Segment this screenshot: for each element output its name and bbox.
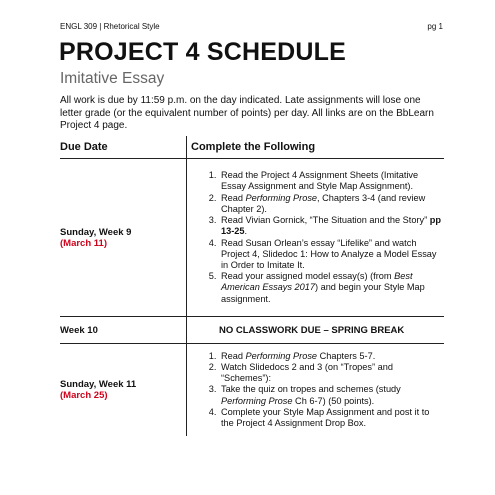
course-label: ENGL 309 | Rhetorical Style bbox=[60, 22, 160, 31]
tasks-cell bbox=[187, 344, 445, 437]
task-text: , Chapters 3-4 (and review Chapter 2). bbox=[221, 192, 426, 214]
task-text: Read bbox=[221, 192, 246, 203]
task-text: Take the quiz on tropes and schemes (study bbox=[221, 384, 401, 395]
task-list bbox=[187, 170, 444, 304]
list-item bbox=[219, 271, 444, 305]
list-item bbox=[219, 407, 444, 429]
date-paren: (March 25) bbox=[60, 390, 108, 401]
col-header-due-date: Due Date bbox=[60, 136, 187, 159]
table-row bbox=[60, 317, 444, 344]
date-cell bbox=[60, 159, 187, 317]
task-text: Read Vivian Gornick, “The Situation and the Story” bbox=[221, 215, 430, 226]
table-header-row bbox=[60, 136, 444, 159]
page-title: PROJECT 4 SCHEDULE bbox=[59, 38, 346, 66]
task-list bbox=[187, 351, 444, 429]
tasks-cell bbox=[187, 159, 445, 317]
page-number: pg 1 bbox=[427, 22, 443, 31]
date-cell bbox=[60, 344, 187, 437]
col-header-complete: Complete the Following bbox=[187, 136, 445, 159]
list-item bbox=[219, 193, 444, 215]
list-item bbox=[219, 215, 444, 237]
schedule-table bbox=[60, 136, 444, 436]
date-label: Sunday, Week 11 bbox=[60, 379, 137, 390]
intro-paragraph: All work is due by 11:59 p.m. on the day indicated. Late assignments will lose one letter grade (or the equivalent number of points) per day. All links are on the BbLearn Project 4 page. bbox=[60, 95, 434, 131]
book-title: Performing Prose bbox=[221, 395, 293, 406]
tasks-cell bbox=[187, 317, 445, 344]
task-text: Chapters 5-7. bbox=[317, 350, 376, 361]
task-text: Read bbox=[221, 350, 246, 361]
date-label: Sunday, Week 9 bbox=[60, 226, 132, 238]
list-item bbox=[219, 170, 444, 192]
list-item bbox=[219, 384, 444, 406]
date-paren: (March 11) bbox=[60, 237, 107, 249]
book-title: Best American Essays 2017 bbox=[221, 271, 413, 293]
table-row bbox=[60, 344, 444, 437]
task-text: ) and begin your Style Map assignment. bbox=[221, 282, 425, 304]
task-text: Watch Slidedocs 2 and 3 (on “Tropes” and “Schemes”): bbox=[221, 361, 393, 384]
task-text: . bbox=[244, 226, 248, 237]
book-title: Performing Prose bbox=[245, 350, 318, 361]
task-text: Read the Project 4 Assignment Sheets (Imitative Essay Assignment and Style Map Assignment). bbox=[221, 170, 419, 192]
date-label: Week 10 bbox=[60, 324, 98, 336]
spring-break-note: NO CLASSWORK DUE – SPRING BREAK bbox=[219, 324, 405, 336]
date-cell bbox=[60, 317, 187, 344]
list-item bbox=[219, 238, 444, 272]
task-text: Read your assigned model essay(s) (from bbox=[221, 271, 395, 282]
task-text: Complete your Style Map Assignment and post it to the Project 4 Assignment Drop Box. bbox=[221, 406, 430, 428]
book-title: Performing Prose bbox=[245, 192, 318, 203]
list-item bbox=[219, 362, 444, 384]
page-subtitle: Imitative Essay bbox=[60, 70, 165, 87]
page-range: pp 13-25 bbox=[221, 215, 441, 237]
task-text: Read Susan Orlean’s essay “Lifelike” and watch Project 4, Slidedoc 1: How to Analyze a Model Essay in Order to Imitate It. bbox=[221, 237, 437, 270]
table-row bbox=[60, 159, 444, 317]
list-item bbox=[219, 351, 444, 362]
task-text: Ch 6-7) (50 points). bbox=[292, 395, 375, 406]
